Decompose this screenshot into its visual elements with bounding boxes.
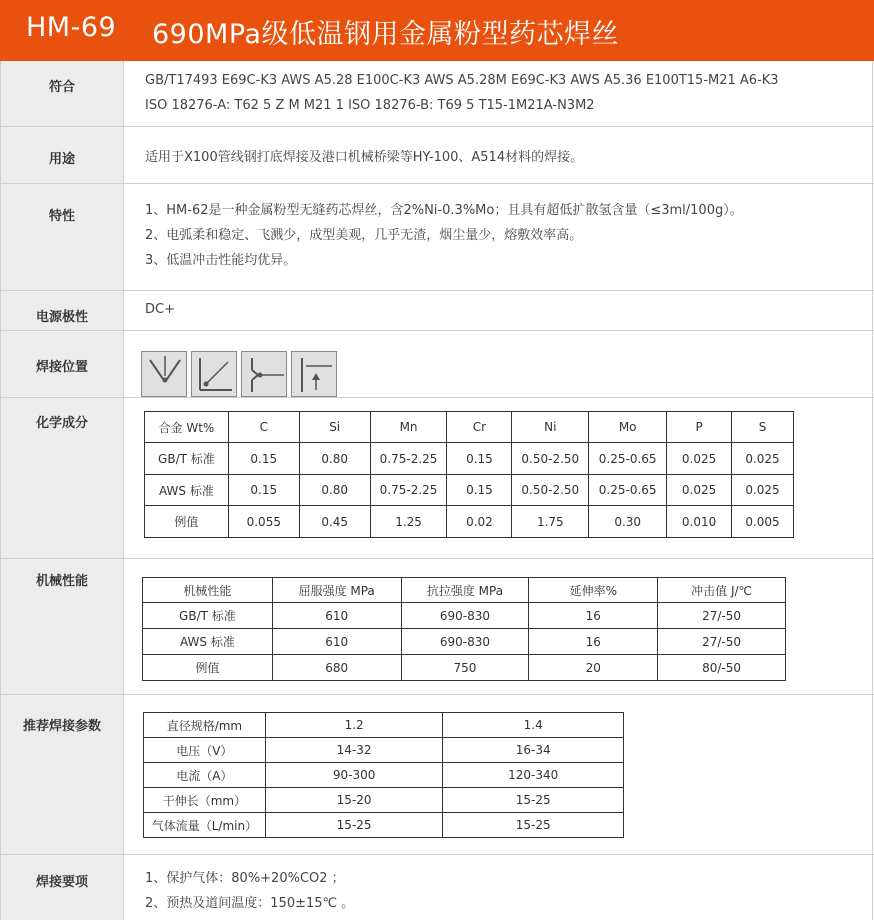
table-cell: 15-25 [265,813,443,838]
spec-sheet [0,61,873,920]
table-cell: 15-25 [443,788,624,813]
table-cell: 0.80 [299,475,370,506]
flat-position-icon [141,351,187,397]
vertical-up-position-icon [291,351,337,397]
table-header-cell: 机械性能 [143,578,273,603]
table-cell: 27/-50 [658,629,786,655]
table-cell: 1.25 [370,506,447,538]
table-cell: 15-20 [265,788,443,813]
table-header-cell: 1.4 [443,713,624,738]
table-cell: 0.75-2.25 [370,443,447,475]
table-cell: 0.15 [447,475,512,506]
parameters-table [143,712,624,838]
row-label-chemistry: 化学成分 [35,416,88,431]
table-header-cell: 冲击值 J/℃ [658,578,786,603]
page-header [0,0,874,61]
row-features [1,184,874,291]
row-label-positions: 焊接位置 [35,360,88,375]
table-cell: 0.75-2.25 [370,475,447,506]
table-cell: 0.025 [667,443,732,475]
table-cell: 16 [529,629,658,655]
table-header-cell: Cr [447,412,512,443]
table-cell: 0.25-0.65 [589,443,667,475]
table-header-cell: S [732,412,794,443]
note-line: 2、预热及道间温度：150±15℃ 。 [145,896,355,911]
conformity-line: GB/T17493 E69C-K3 AWS A5.28 E100C-K3 AWS A5.28M E69C-K3 AWS A5.36 E100T15-M21 A6-K3 [145,73,779,88]
table-row [144,763,624,788]
table-row [144,738,624,763]
row-label-polarity: 电源极性 [35,310,88,325]
table-cell: 690-830 [401,603,529,629]
table-cell: 0.25-0.65 [589,475,667,506]
row-label-conformity: 符合 [48,80,75,95]
table-cell: 610 [272,603,401,629]
table-header-cell: 抗拉强度 MPa [401,578,529,603]
row-polarity [1,291,874,331]
table-cell: 27/-50 [658,603,786,629]
table-cell: 16 [529,603,658,629]
table-cell: 0.15 [228,443,299,475]
table-header-cell: Ni [512,412,589,443]
table-header-row [144,713,624,738]
row-label-features: 特性 [48,209,75,224]
table-header-cell: 延伸率% [529,578,658,603]
table-cell: 0.025 [732,475,794,506]
feature-line: 1、HM-62是一种金属粉型无缝药芯焊丝，含2%Ni-0.3%Mo；且具有超低扩散氢含量（≤3ml/100g）。 [145,203,743,218]
conformity-line: ISO 18276-A: T62 5 Z M M21 1 ISO 18276-B: T69 5 T15-1M21A-N3M2 [145,98,595,113]
table-cell: 例值 [143,655,273,681]
table-cell: 0.50-2.50 [512,475,589,506]
table-cell: 气体流量（L/min） [144,813,266,838]
table-cell: 0.025 [732,443,794,475]
table-cell: 干伸长（mm） [144,788,266,813]
table-cell: 1.75 [512,506,589,538]
row-label-notes: 焊接要项 [35,875,88,890]
table-cell: AWS 标准 [143,629,273,655]
table-row [145,443,794,475]
table-cell: 16-34 [443,738,624,763]
row-label-usage: 用途 [48,152,75,167]
horizontal-fillet-position-icon [191,351,237,397]
row-label-mechanical: 机械性能 [35,574,88,589]
table-row [143,603,786,629]
table-cell: 0.30 [589,506,667,538]
table-row [145,506,794,538]
table-cell: 0.010 [667,506,732,538]
row-chemistry [1,398,874,559]
table-row [145,475,794,506]
table-row [144,788,624,813]
horizontal-position-icon [241,351,287,397]
table-cell: 20 [529,655,658,681]
table-row [144,813,624,838]
polarity-value: DC+ [145,302,175,317]
table-row [143,629,786,655]
table-cell: 0.80 [299,443,370,475]
table-header-cell: 1.2 [265,713,443,738]
table-cell: 120-340 [443,763,624,788]
table-cell: 90-300 [265,763,443,788]
table-header-cell: 屈服强度 MPa [272,578,401,603]
table-cell: 690-830 [401,629,529,655]
table-row [143,655,786,681]
feature-line: 2、电弧柔和稳定、飞溅少，成型美观，几乎无渣，烟尘量少，熔敷效率高。 [145,228,583,243]
row-conformity [1,61,874,127]
row-notes [1,855,874,920]
table-cell: 14-32 [265,738,443,763]
table-cell: 0.45 [299,506,370,538]
table-header-cell: Mo [589,412,667,443]
table-cell: 750 [401,655,529,681]
table-cell: 0.055 [228,506,299,538]
table-header-cell: 合金 Wt% [145,412,229,443]
chemistry-table [144,411,794,538]
table-cell: 例值 [145,506,229,538]
table-cell: GB/T 标准 [143,603,273,629]
table-cell: 0.50-2.50 [512,443,589,475]
usage-text: 适用于X100管线钢打底焊接及港口机械桥梁等HY-100、A514材料的焊接。 [145,150,584,165]
table-cell: GB/T 标准 [145,443,229,475]
table-cell: 0.005 [732,506,794,538]
product-title: 690MPa级低温钢用金属粉型药芯焊丝 [152,19,619,50]
table-cell: 80/-50 [658,655,786,681]
row-label-parameters: 推荐焊接参数 [22,719,101,734]
table-cell: 680 [272,655,401,681]
table-cell: 15-25 [443,813,624,838]
table-cell: AWS 标准 [145,475,229,506]
product-code: HM-69 [26,12,117,43]
table-cell: 电压（V） [144,738,266,763]
table-cell: 0.15 [447,443,512,475]
row-positions [1,331,874,398]
table-header-row [143,578,786,603]
table-header-cell: P [667,412,732,443]
table-header-cell: C [228,412,299,443]
mechanical-table [142,577,786,681]
note-line: 1、保护气体：80%+20%CO2 ； [145,871,345,886]
table-cell: 610 [272,629,401,655]
table-header-cell: Mn [370,412,447,443]
table-cell: 0.025 [667,475,732,506]
row-mechanical [1,559,874,695]
table-header-row [145,412,794,443]
table-header-cell: Si [299,412,370,443]
table-cell: 0.15 [228,475,299,506]
row-usage [1,127,874,184]
feature-line: 3、低温冲击性能均优异。 [145,253,297,268]
table-header-cell: 直径规格/mm [144,713,266,738]
table-cell: 电流（A） [144,763,266,788]
row-parameters [1,695,874,855]
table-cell: 0.02 [447,506,512,538]
